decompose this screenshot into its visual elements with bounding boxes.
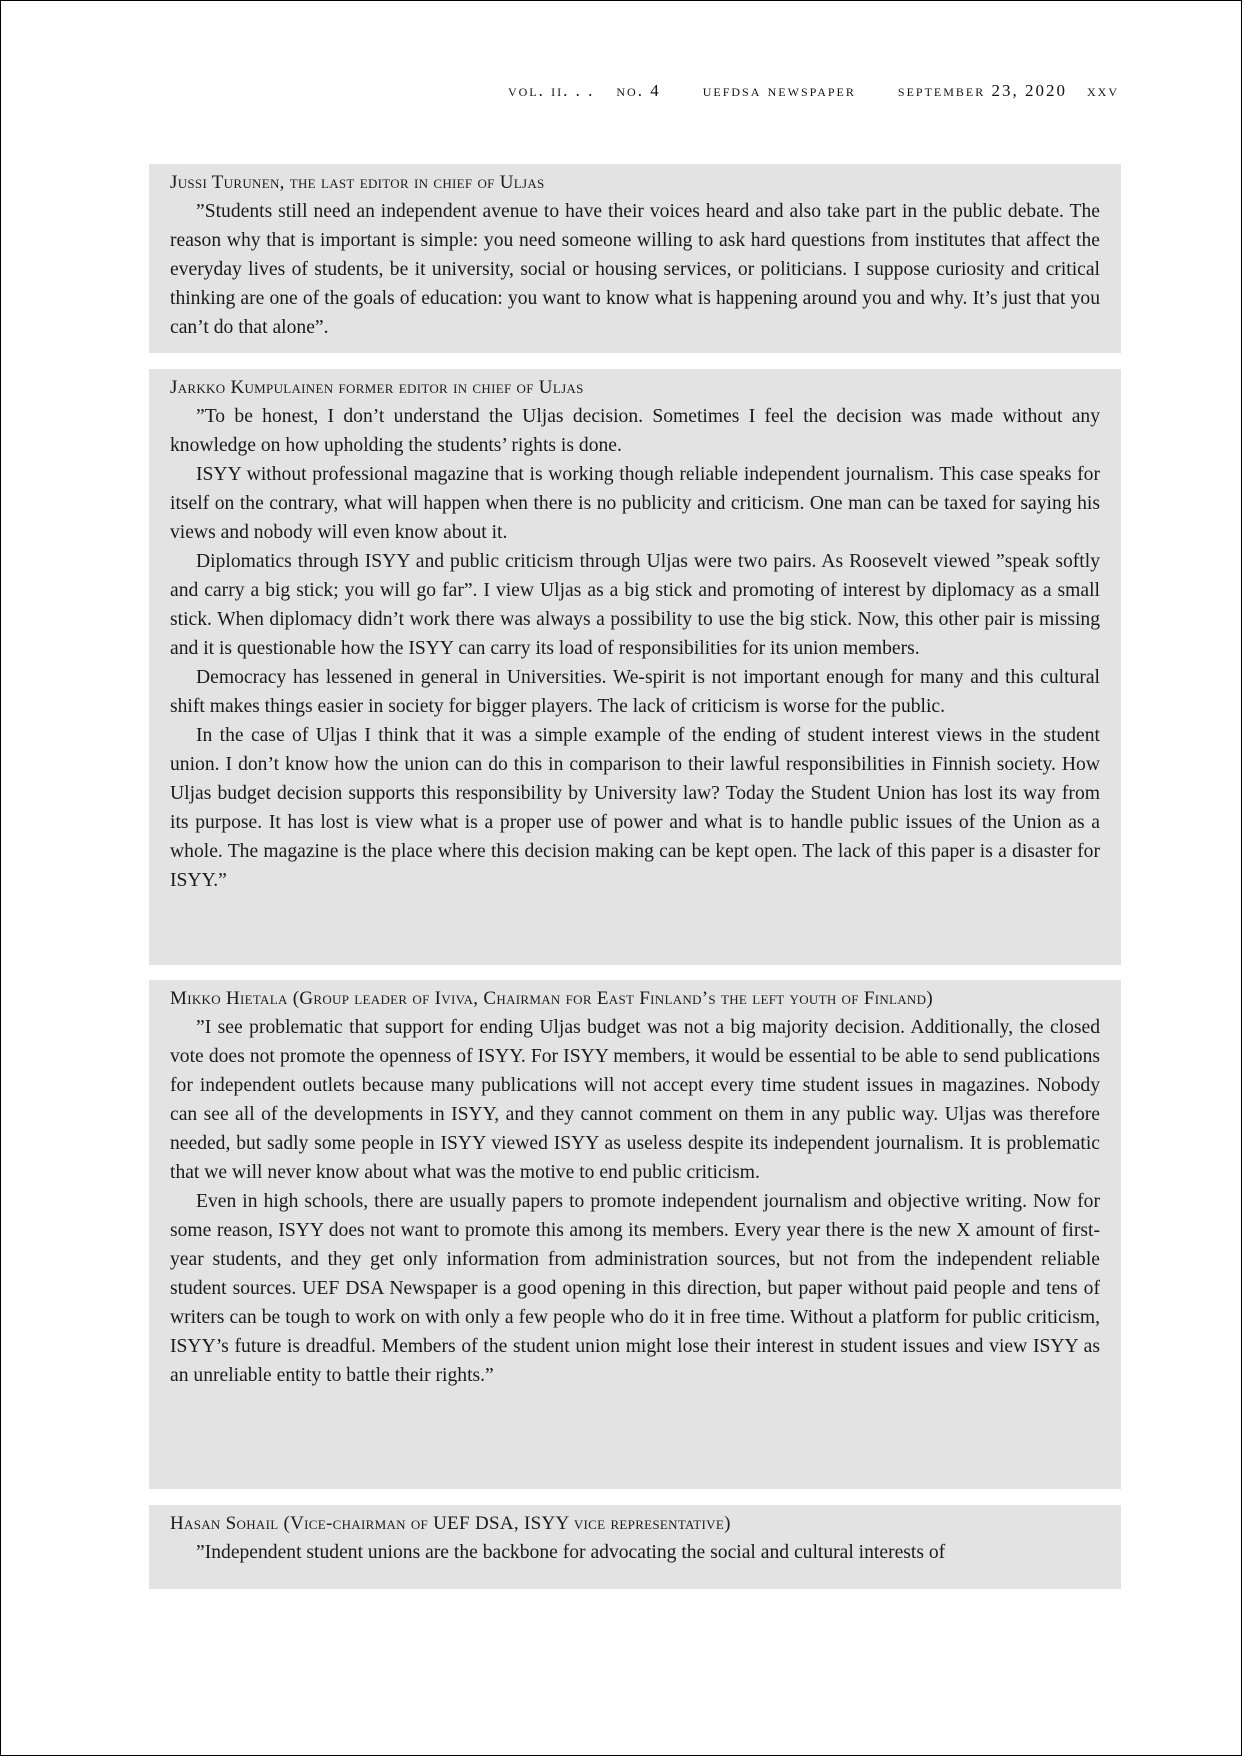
issue-date: september 23, 2020	[897, 81, 1067, 100]
quote-paragraph: ”I see problematic that support for ending Uljas budget was not a big majority decision. Additionally, the closed vote does not promote the openness of ISYY. For ISYY members, it would be essential to be able to send publications for independent outlets because many publications will not accept every time student issues in magazines. Nobody can see all of the developments in ISYY, and they cannot comment on them in any public way. Uljas was therefore needed, but sadly some people in ISYY viewed ISYY as useless despite its independent journalism. It is problematic that we will never know about what was the motive to end public criticism.	[170, 1017, 1100, 1183]
quote-paragraph: Democracy has lessened in general in Universities. We-spirit is not important enough for many and this cultural shift makes things easier in society for bigger players. The lack of criticism is worse for the public.	[170, 667, 1100, 717]
quote-paragraph: ”To be honest, I don’t understand the Uljas decision. Sometimes I feel the decision was made without any knowledge on how upholding the students’ rights is done.	[170, 406, 1100, 456]
page-number: xxv	[1087, 81, 1119, 100]
newspaper-name: uefdsa newspaper	[702, 81, 856, 100]
running-head	[508, 81, 1119, 101]
quote-paragraph: In the case of Uljas I think that it was a simple example of the ending of student interest views in the student union. I don’t know how the union can do this in comparison to their lawful responsibilities in Finnish society. How Uljas budget decision supports this responsibility by University law? Today the Student Union has lost its way from its purpose. It has lost is view what is a proper use of power and what is to handle public issues of the Union as a whole. The magazine is the place where this decision making can be kept open. The lack of this paper is a disaster for ISYY.”	[170, 725, 1100, 891]
quote-paragraph: ”Independent student unions are the backbone for advocating the social and cultural interests of	[196, 1542, 946, 1563]
quote-box-kumpulainen	[149, 369, 1121, 965]
quote-author: Hasan Sohail (Vice-chairman of UEF DSA, ISYY vice representative)	[170, 1513, 731, 1534]
quote-paragraph: ISYY without professional magazine that is working though reliable independent journalism. This case speaks for itself on the contrary, what will happen when there is no publicity and criticism. One man can be taxed for saying his views and nobody will even know about it.	[170, 464, 1100, 543]
quote-paragraph: Even in high schools, there are usually papers to promote independent journalism and objective writing. Now for some reason, ISYY does not want to promote this among its members. Every year there is the new X amount of first-year students, and they get only information from administration sources, but not from the independent reliable student sources. UEF DSA Newspaper is a good opening in this direction, but paper without paid people and tens of writers can be tough to work on with only a few people who do it in free time. Without a platform for public criticism, ISYY’s future is dreadful. Members of the student union might lose their interest in student issues and view ISYY as an unreliable entity to battle their rights.”	[170, 1191, 1100, 1386]
quote-box-turunen	[149, 164, 1121, 353]
quote-box-hietala	[149, 980, 1121, 1489]
quote-box-sohail	[149, 1505, 1121, 1589]
quote-author: Mikko Hietala (Group leader of Iviva, Chairman for East Finland’s the left youth of Finland)	[170, 988, 933, 1009]
quote-author: Jarkko Kumpulainen former editor in chief of Uljas	[170, 377, 584, 398]
quote-paragraph: ”Students still need an independent avenue to have their voices heard and also take part in the public debate. The reason why that is important is simple: you need someone willing to ask hard questions from institutes that affect the everyday lives of students, be it university, social or housing services, or politicians. I suppose curiosity and critical thinking are one of the goals of education: you want to know what is happening around you and why. It’s just that you can’t do that alone”.	[170, 201, 1100, 338]
quote-paragraph: Diplomatics through ISYY and public criticism through Uljas were two pairs. As Roosevelt viewed ”speak softly and carry a big stick; you will go far”. I view Uljas as a big stick and promoting of interest by diplomacy as a small stick. When diplomacy didn’t work there was always a possibility to use the big stick. Now, this other pair is missing and it is questionable how the ISYY can carry its load of responsibilities for its union members.	[170, 551, 1100, 659]
issue-number: no. 4	[616, 81, 661, 100]
volume-label: vol. ii. . .	[507, 81, 595, 100]
quote-author: Jussi Turunen, the last editor in chief of Uljas	[170, 172, 545, 193]
